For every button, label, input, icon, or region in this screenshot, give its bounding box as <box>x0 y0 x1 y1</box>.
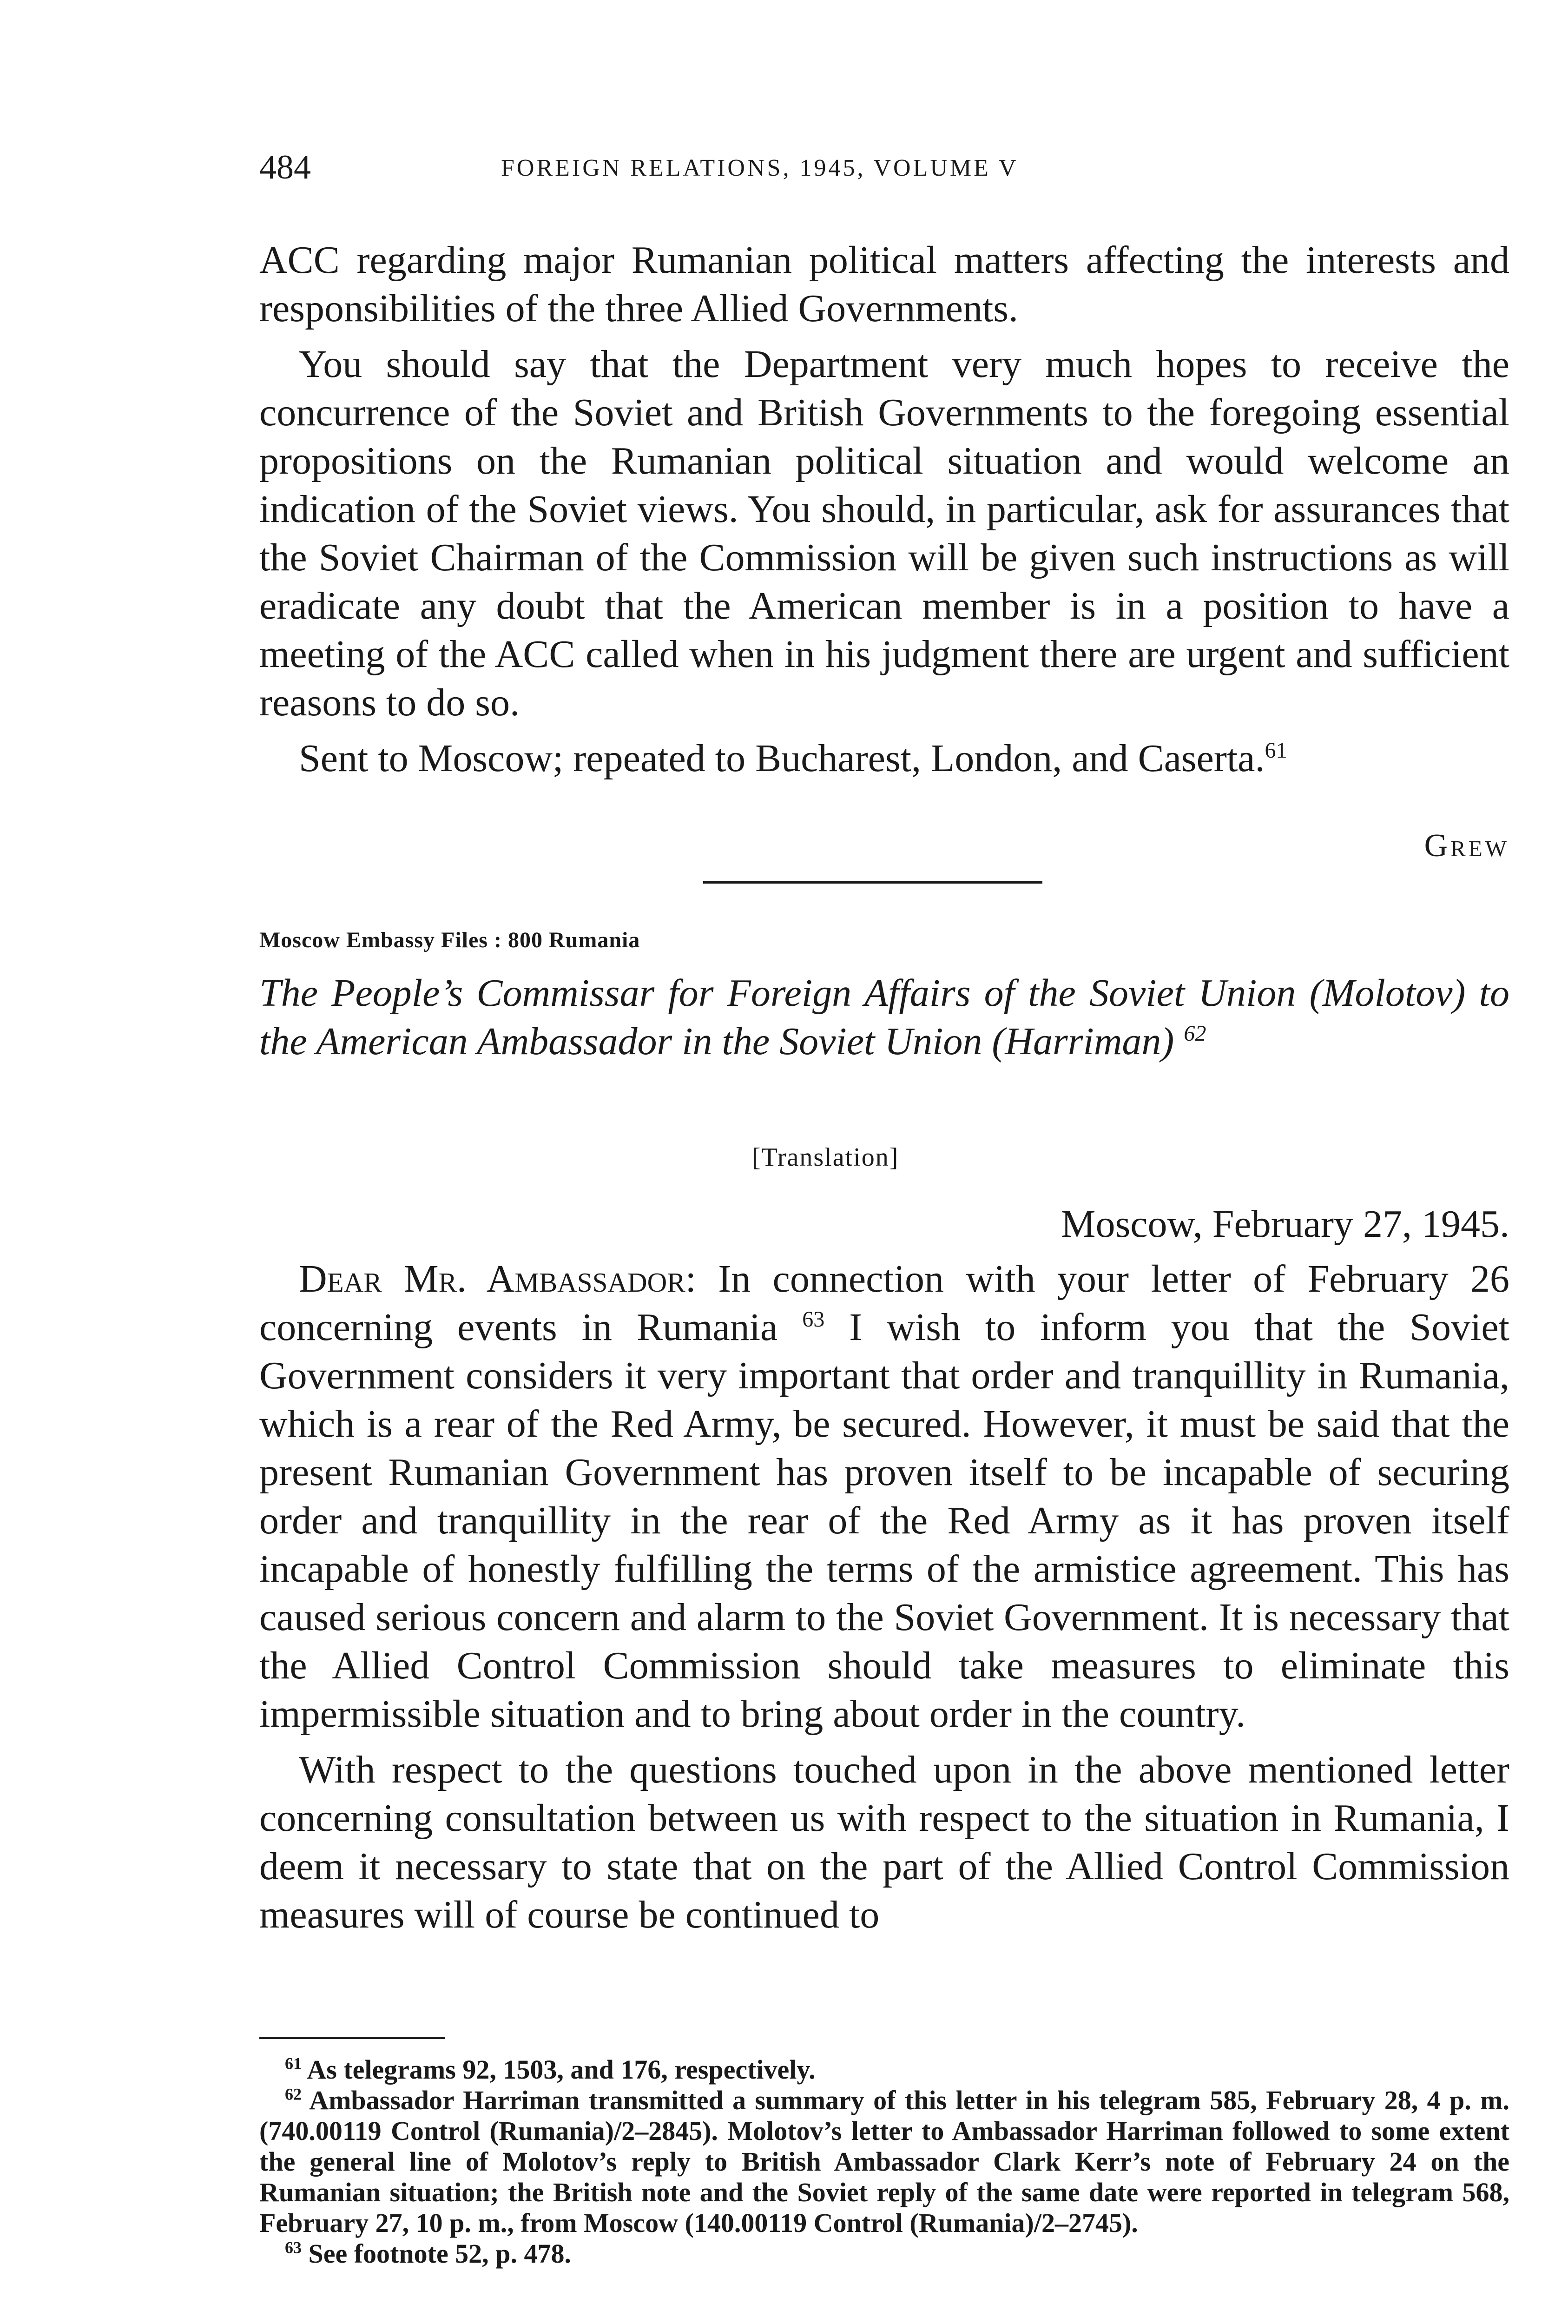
footnote-63 <box>259 2238 1509 2269</box>
paragraph-continuation: ACC regarding major Rumanian political matters affecting the interests and responsibilities of the three Allied Governments. <box>259 238 1509 330</box>
letter-paragraph-1 <box>259 1255 1509 1738</box>
letter-text-b: I wish to inform you that the Soviet Government considers it very important that order and tranquillity in Rumania, which is a rear of the Red Army, be secured. However, it must be said that the present Rumanian Government has proven itself to be incapable of securing order and tranquillity in the rear of the Red Army as it has proven itself incapable of honestly fulfilling the terms of the armistice agreement. This has caused serious concern and alarm to the Soviet Government. It is necessary that the Allied Control Commission should take measures to eliminate this impermissible situation and to bring about order in the country. <box>259 1306 1509 1736</box>
file-reference: Moscow Embassy Files : 800 Rumania <box>259 928 640 952</box>
footnote-rule <box>259 2037 445 2039</box>
instruction-text <box>259 236 1509 783</box>
document-title-text: The People’s Commissar for Foreign Affairs of the Soviet Union (Molotov) to the American Ambassador in the Soviet Union (Harriman) <box>259 971 1509 1063</box>
footnote-text: See footnote 52, p. 478. <box>308 2238 571 2269</box>
translation-note: [Translation] <box>752 1143 899 1172</box>
footnote-marker: 62 <box>285 2085 302 2104</box>
footnote-62 <box>259 2085 1509 2238</box>
footnote-ref-62: 62 <box>1184 1021 1206 1046</box>
page-header <box>259 148 1509 194</box>
document-title <box>259 969 1509 1066</box>
paragraph-instructions: You should say that the Department very much hopes to receive the concurrence of the Soviet and British Governments to the foregoing essential propositions on the Rumanian political situation and would welcome an indication of the Soviet views. You should, in particular, ask for assurances that the Soviet Chairman of the Commission will be given such instructions as will eradicate any doubt that the American member is in a position to have a meeting of the ACC called when in his judgment there are urgent and sufficient reasons to do so. <box>259 343 1509 724</box>
letter-text-a: In connection with your letter of February 26 concerning events in Rumania <box>259 1257 1510 1349</box>
paragraph-sent-to <box>259 734 1509 783</box>
page-number: 484 <box>259 148 311 186</box>
running-title: FOREIGN RELATIONS, 1945, VOLUME V <box>501 155 1019 181</box>
signature-grew: Grew <box>1424 828 1509 864</box>
letter-body <box>259 1255 1509 1939</box>
footnotes <box>259 2054 1509 2269</box>
footnote-text: As telegrams 92, 1503, and 176, respectively. <box>307 2054 816 2085</box>
footnote-ref-61: 61 <box>1265 738 1287 763</box>
footnote-marker: 61 <box>285 2054 302 2073</box>
document-page <box>259 0 1509 2324</box>
footnote-marker: 63 <box>285 2238 302 2257</box>
footnote-ref-63: 63 <box>802 1307 825 1332</box>
section-divider <box>703 881 1042 884</box>
footnote-61 <box>259 2054 1509 2085</box>
salutation: Dear Mr. Ambassador: <box>299 1257 696 1301</box>
dateline: Moscow, February 27, 1945. <box>1061 1202 1509 1246</box>
sent-to-text: Sent to Moscow; repeated to Bucharest, London, and Caserta. <box>299 737 1265 780</box>
footnote-text: Ambassador Harriman transmitted a summary of this letter in his telegram 585, February 28, 4 p. m. (740.00119 Control (Rumania)/2–2845). Molotov’s letter to Ambassador Harriman followed to some extent the general line of Molotov’s reply to British Ambassador Clark Kerr’s note of February 24 on the Rumanian situation; the British note and the Soviet reply of the same date were reported in telegram 568, February 27, 10 p. m., from Moscow (140.00119 Control (Rumania)/2–2745). <box>259 2085 1509 2238</box>
letter-paragraph-2: With respect to the questions touched upon in the above mentioned letter concerning consultation between us with respect to the situation in Rumania, I deem it necessary to state that on the part of the Allied Control Commission measures will of course be continued to <box>259 1748 1509 1936</box>
